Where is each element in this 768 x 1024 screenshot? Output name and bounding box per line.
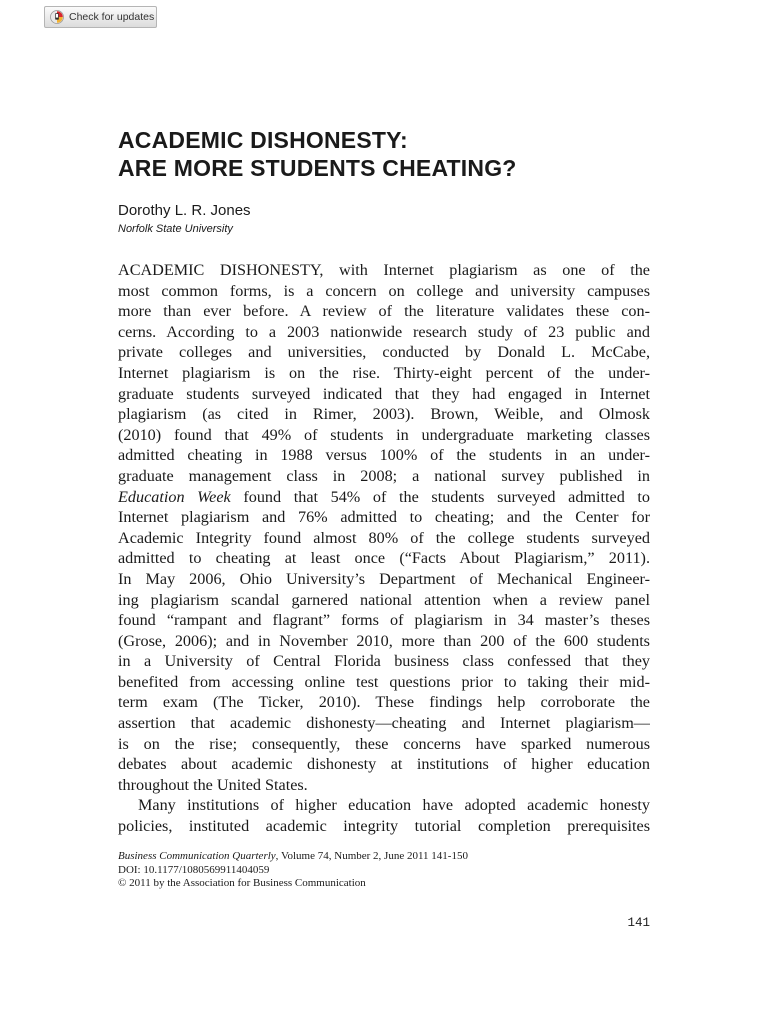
check-for-updates-button[interactable] — [44, 6, 157, 28]
journal-name: Business Communication Quarterly — [118, 850, 276, 862]
title-line-1: ACADEMIC DISHONESTY: — [118, 127, 408, 153]
body-line: term exam (The Ticker, 2010). These findings help corroborate the — [118, 693, 650, 712]
author-name: Dorothy L. R. Jones — [118, 202, 251, 219]
body-line: assertion that academic dishonesty—cheating and Internet plagiarism— — [118, 714, 650, 733]
body-line: graduate management class in 2008; a national survey published in — [118, 466, 650, 485]
body-line: is on the rise; consequently, these concerns have sparked numerous — [118, 734, 650, 753]
body-line: in a University of Central Florida business class confessed that they — [118, 652, 650, 671]
body-line: private colleges and universities, conducted by Donald L. McCabe, — [118, 343, 650, 362]
citation-footer — [118, 850, 650, 891]
title-line-2: ARE MORE STUDENTS CHEATING? — [118, 155, 517, 181]
body-line: ing plagiarism scandal garnered national attention when a review panel — [118, 590, 650, 609]
body-line: ACADEMIC DISHONESTY, with Internet plagiarism as one of the — [118, 261, 650, 279]
body-line: In May 2006, Ohio University’s Department of Mechanical Engineer- — [118, 569, 650, 588]
doi-line: DOI: 10.1177/1080569911404059 — [118, 863, 270, 876]
body-line: graduate students surveyed indicated that they had engaged in Internet — [118, 384, 650, 403]
body-line: policies, instituted academic integrity tutorial completion prerequisites — [118, 817, 650, 836]
body-line: debates about academic dishonesty at institutions of higher education — [118, 755, 650, 774]
article-title — [118, 126, 678, 182]
body-line: found “rampant and flagrant” forms of plagiarism in 34 master’s theses — [118, 611, 650, 630]
check-for-updates-label: Check for updates — [69, 11, 155, 23]
body-line-rest: found that 54% of the students surveyed admitted to — [243, 487, 650, 506]
author-affiliation: Norfolk State University — [118, 223, 233, 235]
body-line: most common forms, is a concern on college and university campuses — [118, 281, 650, 300]
article-body — [118, 260, 650, 837]
body-line: admitted cheating in 1988 versus 100% of the students in an under- — [118, 446, 650, 465]
body-line: throughout the United States. — [118, 775, 308, 794]
body-line: Internet plagiarism and 76% admitted to cheating; and the Center for — [118, 508, 650, 527]
body-line: benefited from accessing online test questions prior to taking their mid- — [118, 672, 650, 691]
body-line: (2010) found that 49% of students in undergraduate marketing classes — [118, 425, 650, 444]
body-line: Internet plagiarism is on the rise. Thirty-eight percent of the under- — [118, 363, 650, 382]
italic-publication-name: Education Week — [118, 487, 231, 506]
page-number: 141 — [627, 916, 650, 930]
citation-details: , Volume 74, Number 2, June 2011 141-150 — [275, 850, 468, 862]
body-line: Many institutions of higher education have adopted academic honesty — [138, 796, 650, 815]
body-line: more than ever before. A review of the literature validates these con- — [118, 302, 650, 321]
body-line: cerns. According to a 2003 nationwide research study of 23 public and — [118, 322, 650, 341]
body-line: admitted to cheating at least once (“Facts About Plagiarism,” 2011). — [118, 549, 650, 568]
body-line — [118, 487, 650, 508]
body-line: Academic Integrity found almost 80% of the college students surveyed — [118, 528, 650, 547]
body-line: (Grose, 2006); and in November 2010, more than 200 of the 600 students — [118, 631, 650, 650]
citation-line — [118, 850, 650, 864]
check-for-updates-icon — [50, 10, 64, 24]
body-line: plagiarism (as cited in Rimer, 2003). Brown, Weible, and Olmosk — [118, 405, 650, 424]
copyright-line: © 2011 by the Association for Business Communication — [118, 877, 366, 890]
